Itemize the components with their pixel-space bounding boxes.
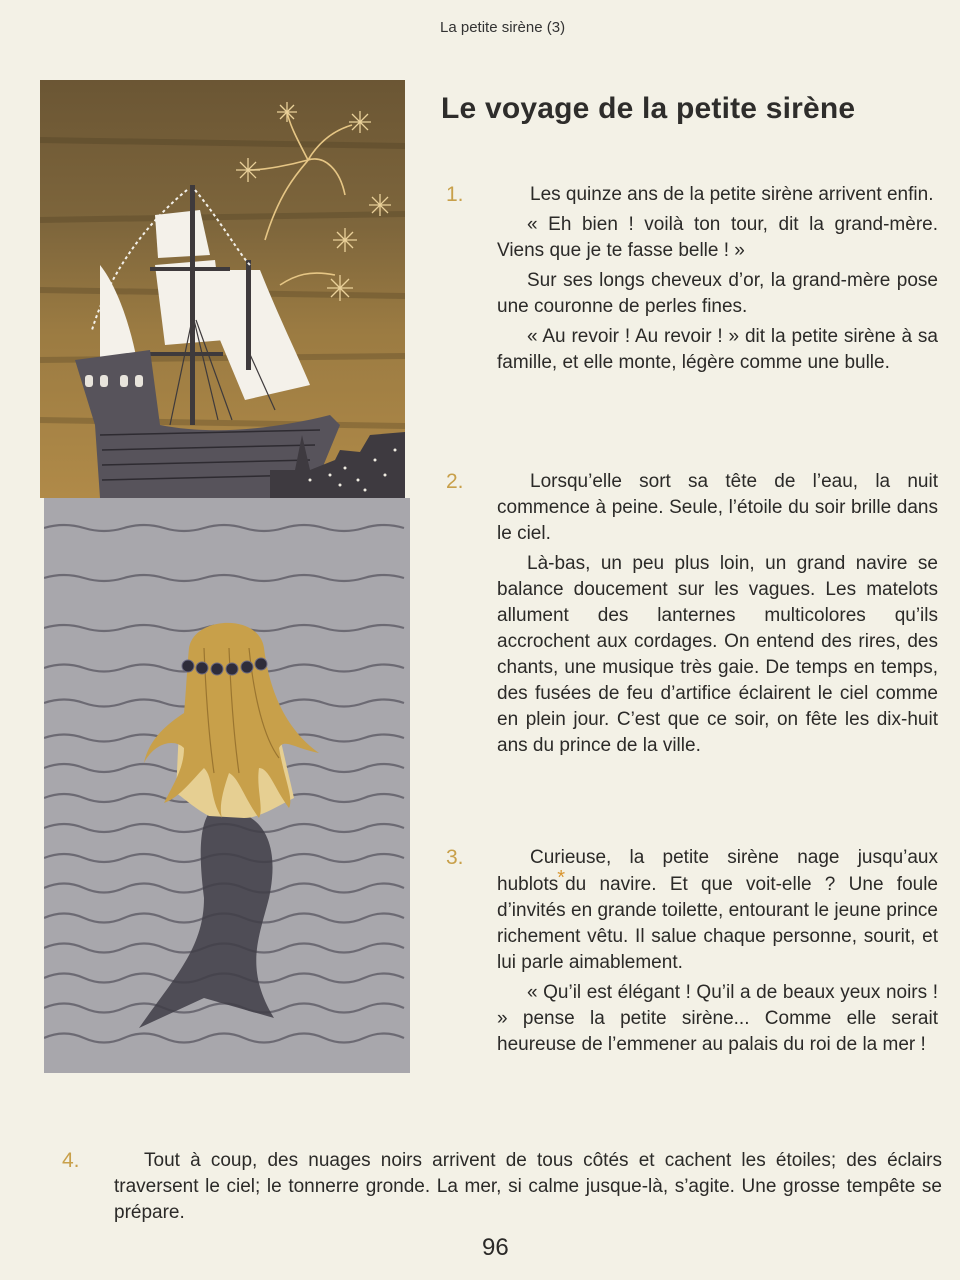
section-4 [62,1148,942,1230]
paragraph: Les quinze ans de la petite sirène arrivent enfin. [530,184,934,205]
ship-illustration-icon [40,80,405,498]
paragraph: Sur ses longs cheveux d’or, la grand-mère pose une couronne de perles fines. [497,270,938,317]
paragraph: « Au revoir ! Au revoir ! » dit la petite sirène à sa famille, et elle monte, légère comme une bulle. [497,326,938,373]
footnote-asterisk-icon: * [557,867,566,889]
paragraph [114,1148,942,1226]
page-number: 96 [482,1234,509,1261]
section-number: 4. [62,1149,80,1172]
paragraph-part: du navire. Et que voit-elle ? Une foule d’invités en grande toilette, entourant le jeune prince richement vêtu. Il salue chaque personne, sourit, et lui parle aimablement. [497,874,938,973]
section-number: 3. [446,846,464,869]
paragraph-part: Curieuse, la petite sirène nage jusqu’aux hublots [497,847,938,895]
section-1 [446,182,938,380]
section-number: 2. [446,470,464,493]
page-title: Le voyage de la petite sirène [441,92,856,125]
paragraph: « Eh bien ! voilà ton tour, dit la grand-mère. Viens que je te fasse belle ! » [497,214,938,261]
paragraph: Lorsqu’elle sort sa tête de l’eau, la nuit commence à peine. Seule, l’étoile du soir brille dans le ciel. [497,471,938,544]
running-head: La petite sirène (3) [440,19,566,36]
mermaid-sea-icon [44,498,410,1080]
section-number: 1. [446,183,464,206]
mermaid-illustration [44,498,410,1080]
section-3 [446,845,938,1062]
paragraph: Là-bas, un peu plus loin, un grand navire se balance doucement sur les vagues. Les matelots allument des lanternes multicolores qu’ils accrochent aux cordages. On entend des rires, des chants, une musique très gaie. De temps en temps, des fusées de feu d’artifice éclairent le ciel comme en plein jour. C’est que ce soir, on fête les dix-huit ans du prince de la ville. [497,553,938,756]
paragraph: « Qu’il est élégant ! Qu’il a de beaux yeux noirs ! » pense la petite sirène... Comme elle serait heureuse de l’emmener au palais du roi de la mer ! [497,982,938,1055]
ship-fireworks-illustration [40,80,405,498]
section-2 [446,469,938,763]
paragraph-text: Tout à coup, des nuages noirs arrivent de tous côtés et cachent les étoiles; des éclairs traversent le ciel; le tonnerre gronde. La mer, si calme jusque-là, s’agite. Une grosse tempête se prépare. [114,1150,942,1223]
paragraph [497,845,938,976]
